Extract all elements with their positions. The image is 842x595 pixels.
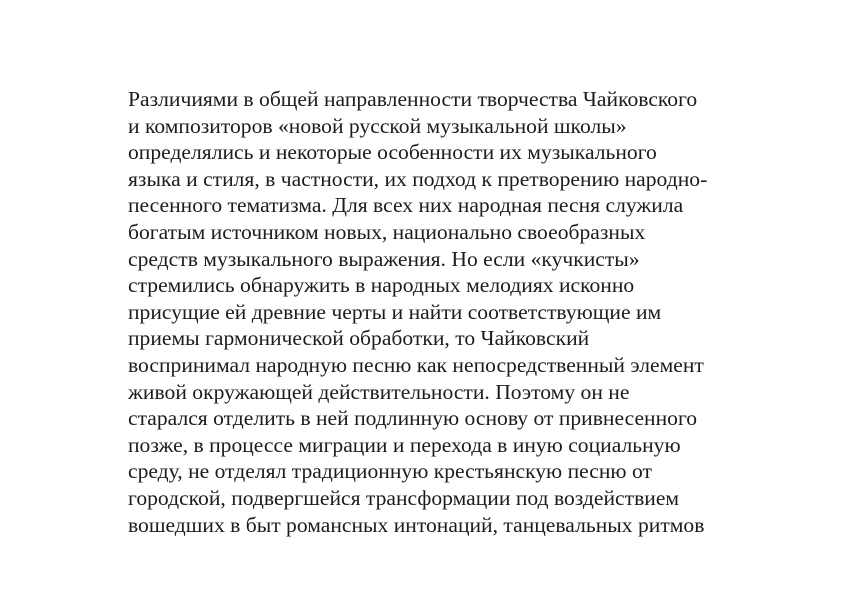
text-line: языка и стиля, в частности, их подход к претворению народно- — [128, 166, 708, 191]
text-line: позже, в процессе миграции и перехода в иную социальную — [128, 432, 681, 457]
text-line: городской, подвергшейся трансформации под воздействием — [128, 485, 680, 510]
text-line: и композиторов «новой русской музыкальной школы» — [128, 113, 627, 138]
text-line: определялись и некоторые особенности их музыкального — [128, 140, 657, 165]
text-line: вошедших в быт романсных интонаций, танцевальных ритмов — [128, 512, 705, 537]
text-line: стремились обнаружить в народных мелодиях исконно — [128, 273, 635, 298]
body-paragraph — [128, 86, 728, 538]
text-line: среду, не отделял традиционную крестьянскую песню от — [128, 459, 652, 484]
text-line: старался отделить в ней подлинную основу от привнесенного — [128, 406, 698, 431]
text-line: Различиями в общей направленности творчества Чайковского — [128, 87, 698, 111]
text-line: присущие ей древние черты и найти соответствующие им — [128, 299, 662, 324]
text-line: приемы гармонической обработки, то Чайковский — [128, 326, 590, 351]
text-line: богатым источником новых, национально своеобразных — [128, 219, 646, 244]
text-line: средств музыкального выражения. Но если «кучкисты» — [128, 246, 640, 271]
text-line: воспринимал народную песню как непосредственный элемент — [128, 352, 704, 377]
text-line: живой окружающей действительности. Поэтому он не — [128, 379, 630, 404]
text-line: песенного тематизма. Для всех них народная песня служила — [128, 193, 684, 218]
